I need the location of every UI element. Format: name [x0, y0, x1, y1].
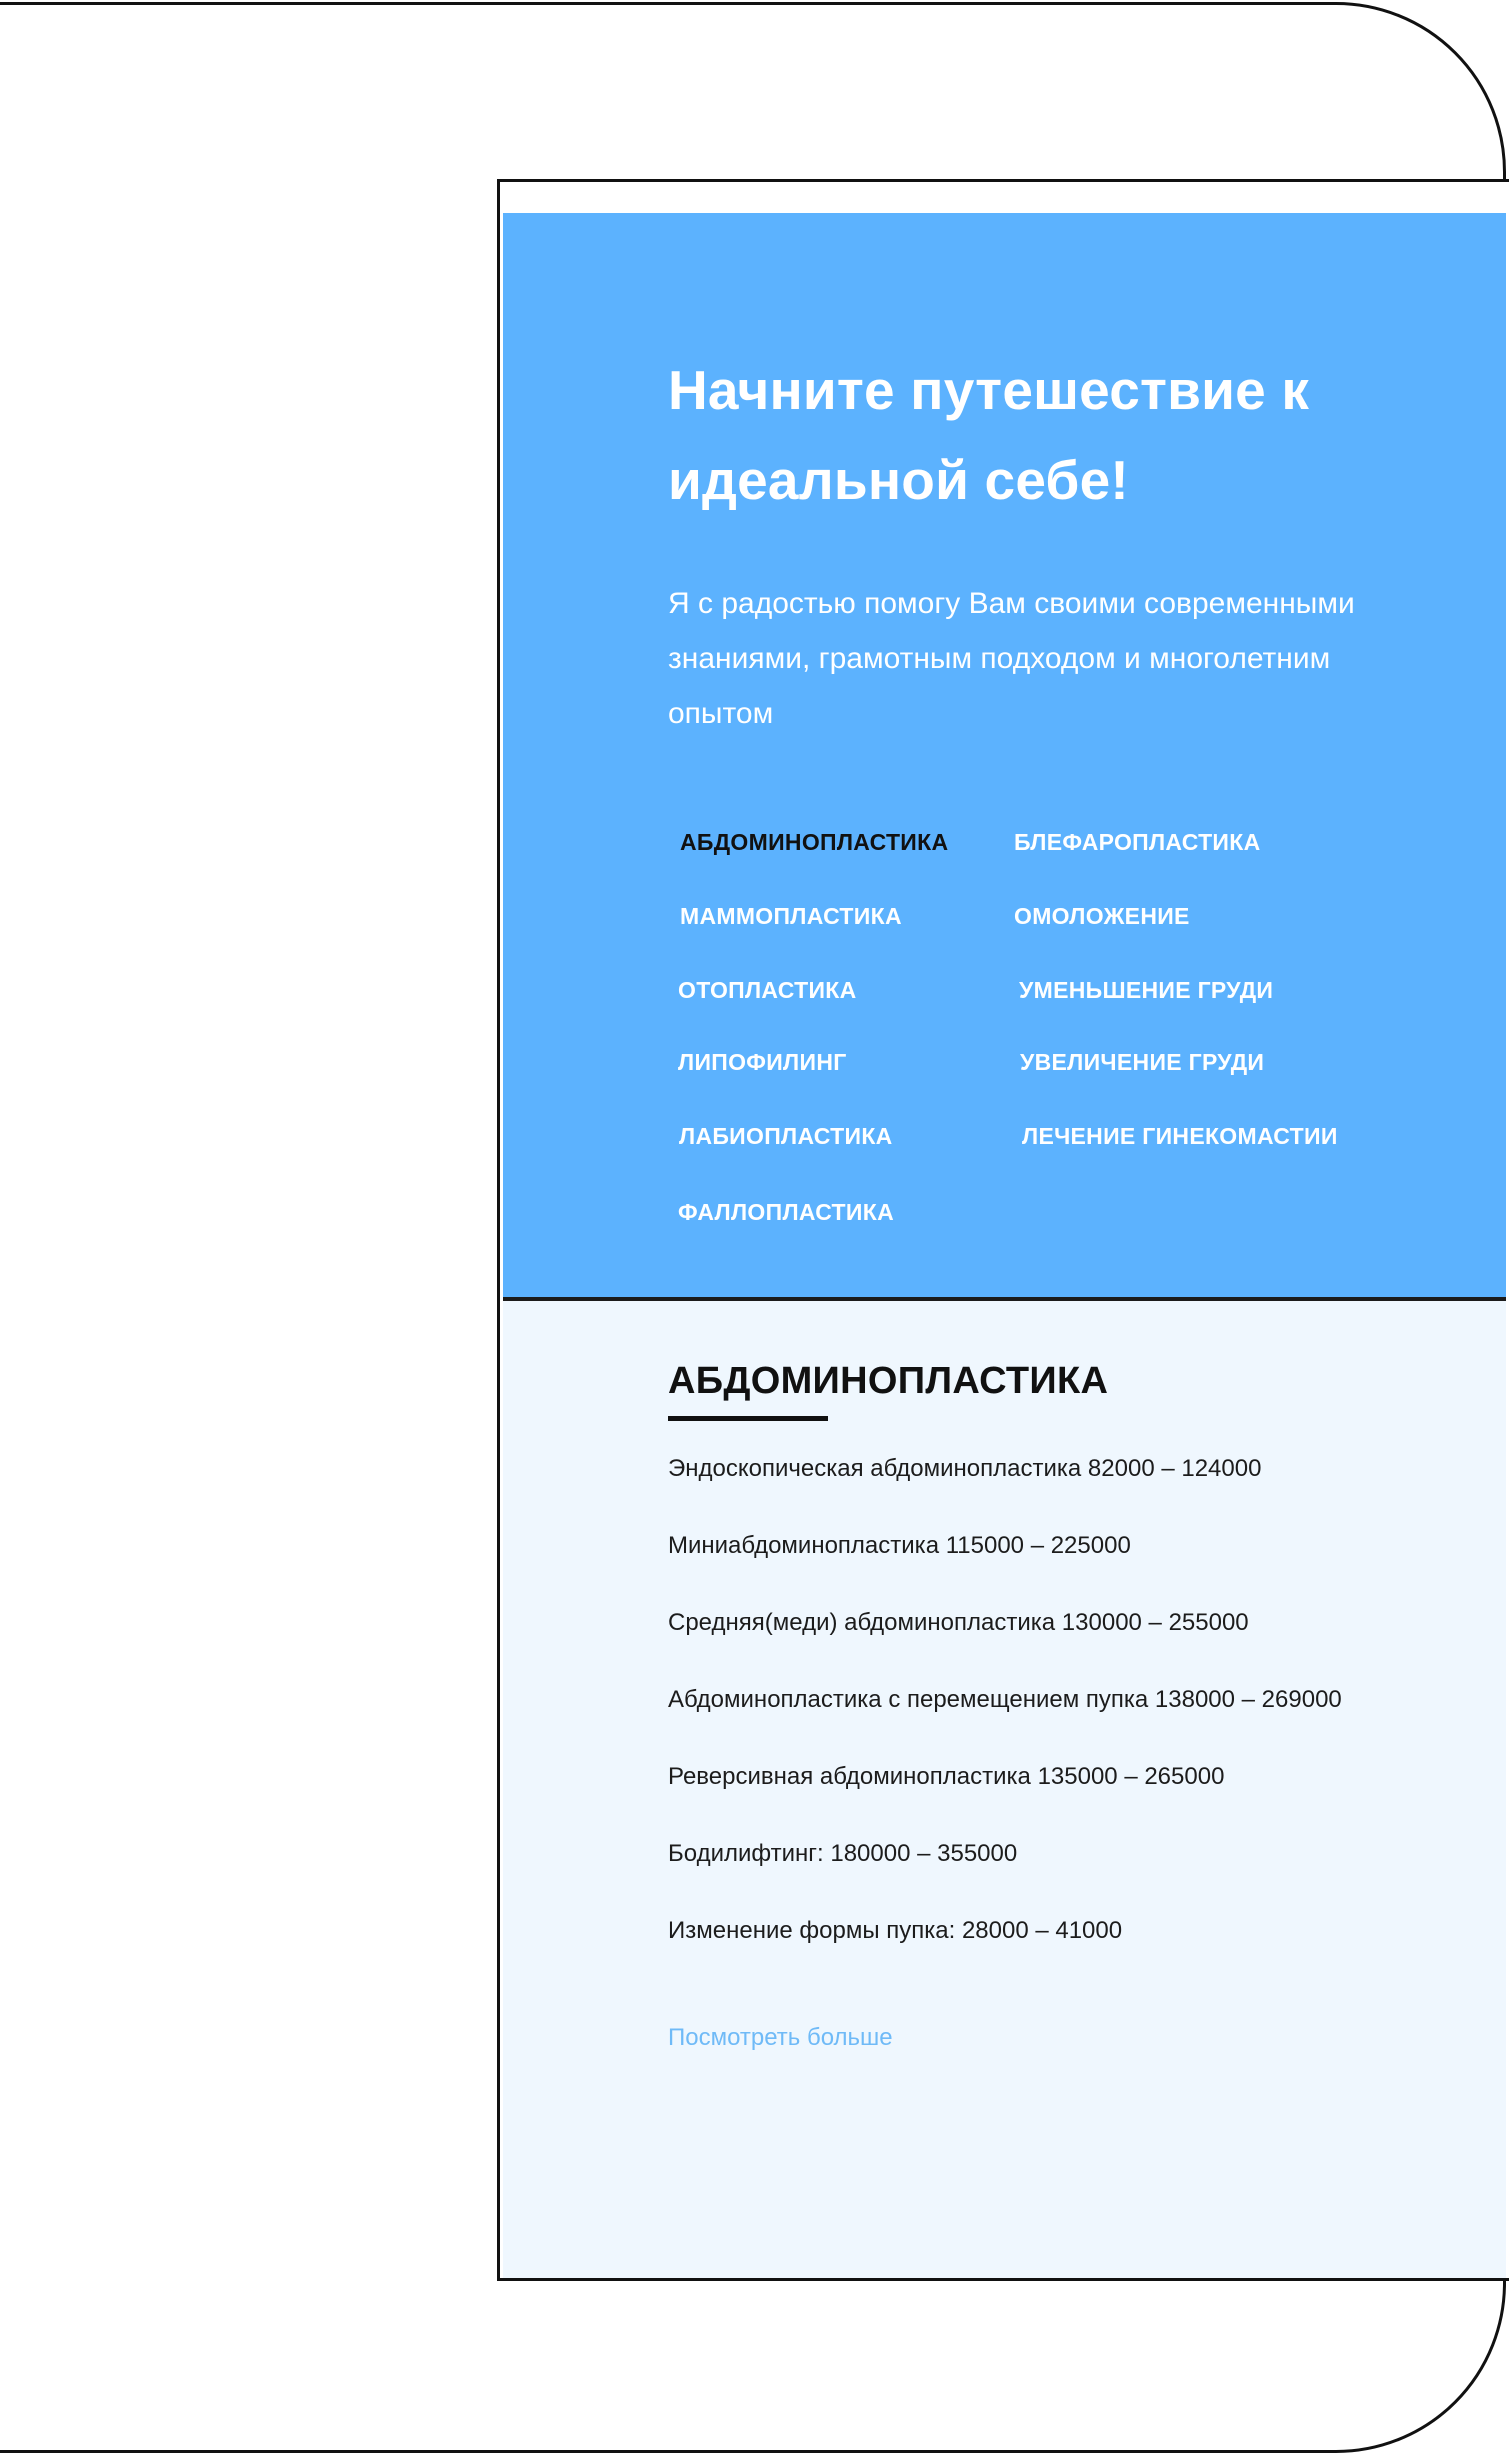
- procedure-link-phalloplasty[interactable]: ФАЛЛОПЛАСТИКА: [678, 1199, 894, 1225]
- price-item: Эндоскопическая абдоминопластика 82000 – 124000: [668, 1455, 1262, 1482]
- procedure-link-blepharoplasty[interactable]: БЛЕФАРОПЛАСТИКА: [1014, 829, 1261, 855]
- procedure-link-abdominoplasty[interactable]: АБДОМИНОПЛАСТИКА: [680, 829, 949, 855]
- procedure-link-mammoplasty[interactable]: МАММОПЛАСТИКА: [680, 903, 902, 929]
- price-item: Бодилифтинг: 180000 – 355000: [668, 1840, 1018, 1867]
- price-item: Реверсивная абдоминопластика 135000 – 265000: [668, 1763, 1225, 1790]
- hero-subtitle: Я с радостью помогу Вам своими современными знаниями, грамотным подходом и многолетним опытом: [668, 587, 1355, 730]
- price-section: [503, 1301, 1506, 2278]
- procedure-link-otoplasty[interactable]: ОТОПЛАСТИКА: [678, 977, 857, 1003]
- price-item: Изменение формы пупка: 28000 – 41000: [668, 1917, 1123, 1944]
- hero-section: [503, 213, 1506, 1301]
- procedure-link-breast-augmentation[interactable]: УВЕЛИЧЕНИЕ ГРУДИ: [1020, 1049, 1265, 1075]
- title-underline: [668, 1416, 828, 1421]
- procedure-link-breast-reduction[interactable]: УМЕНЬШЕНИЕ ГРУДИ: [1019, 977, 1274, 1003]
- screen: [497, 179, 1509, 2281]
- price-item: Миниабдоминопластика 115000 – 225000: [668, 1532, 1131, 1559]
- procedure-link-lipofilling[interactable]: ЛИПОФИЛИНГ: [678, 1049, 847, 1075]
- procedure-link-gynecomastia[interactable]: ЛЕЧЕНИЕ ГИНЕКОМАСТИИ: [1022, 1123, 1338, 1149]
- procedure-link-rejuvenation[interactable]: ОМОЛОЖЕНИЕ: [1014, 903, 1190, 929]
- price-item: Абдоминопластика с перемещением пупка 138000 – 269000: [668, 1686, 1342, 1713]
- see-more-link[interactable]: Посмотреть больше: [668, 2024, 893, 2051]
- procedure-link-labiaplasty[interactable]: ЛАБИОПЛАСТИКА: [679, 1123, 893, 1149]
- section-title: АБДОМИНОПЛАСТИКА: [668, 1360, 1109, 1402]
- hero-title: Начните путешествие к идеальной себе!: [668, 359, 1310, 511]
- price-item: Средняя(меди) абдоминопластика 130000 – 255000: [668, 1609, 1249, 1636]
